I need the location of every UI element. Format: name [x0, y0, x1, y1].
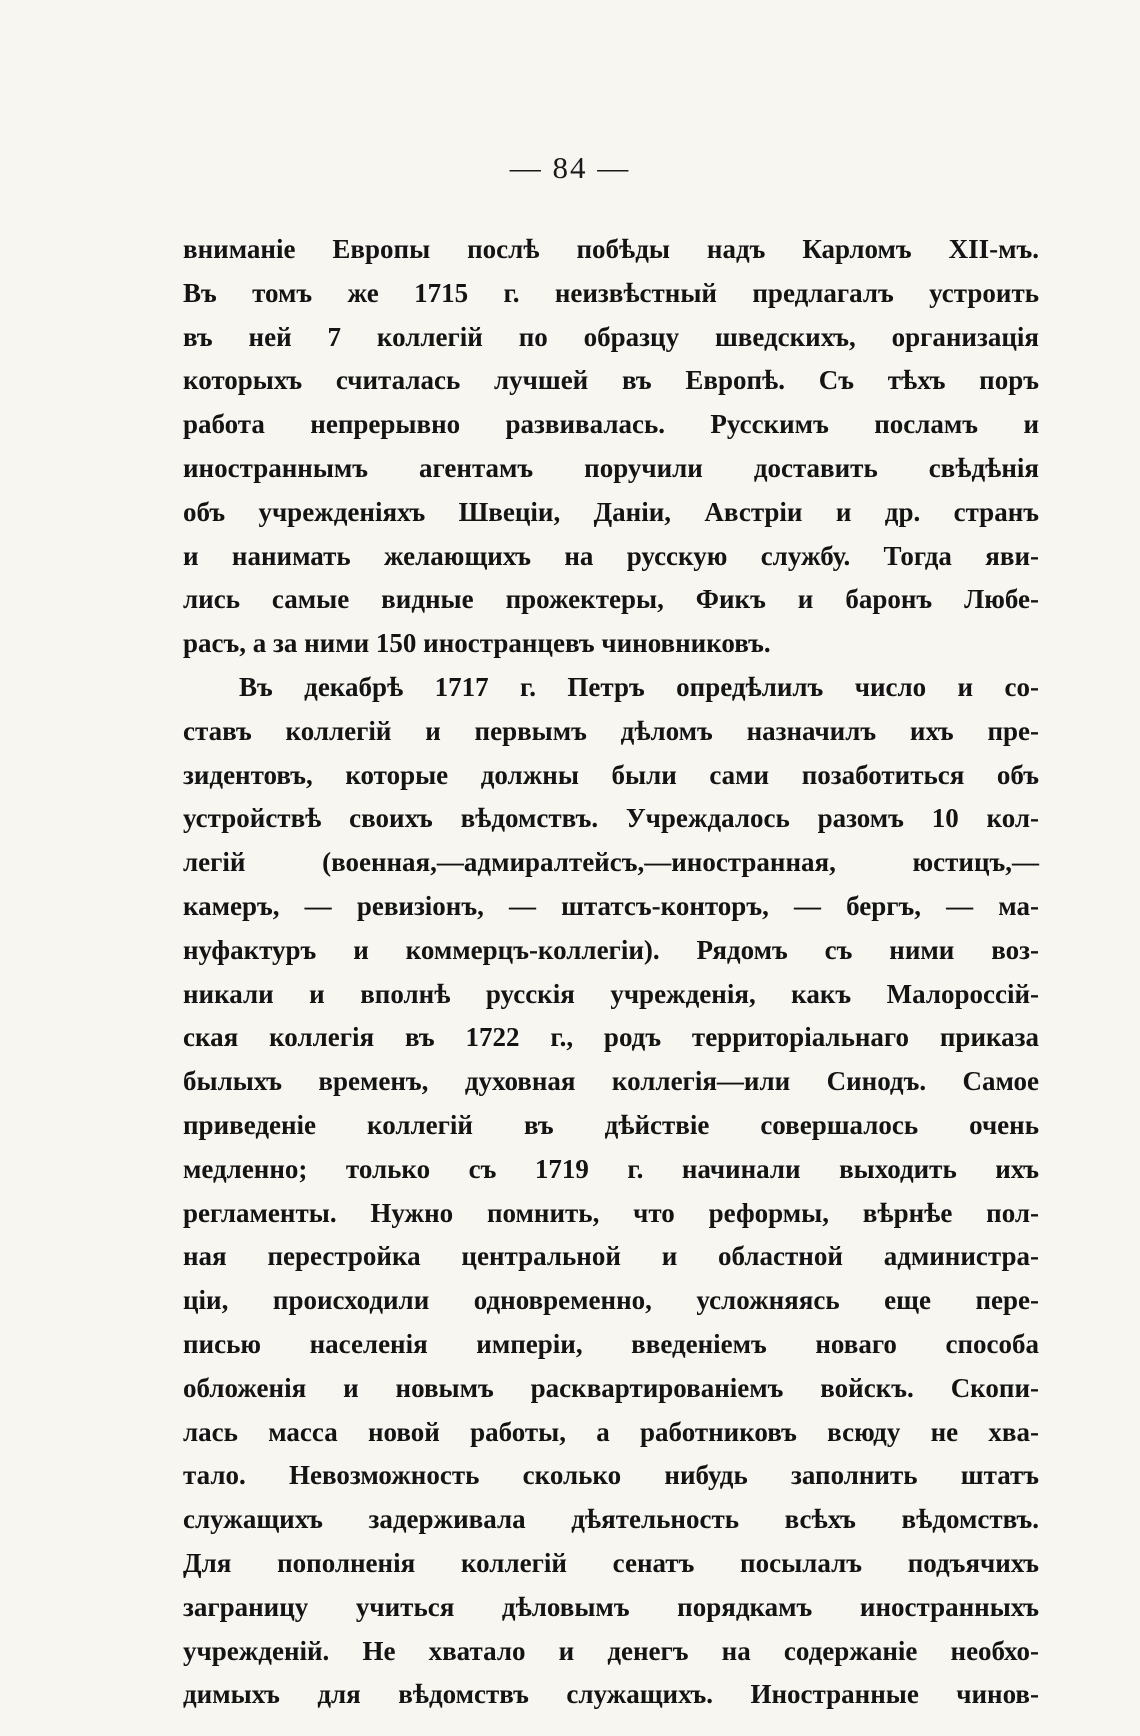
text-line: тало. Невозможность сколько нибудь заполнить штатъ [183, 1460, 1039, 1491]
text-line: никали и вполнѣ русскія учрежденія, какъ Малороссій- [183, 978, 1039, 1009]
body-text [183, 228, 1039, 1717]
text-line: ская коллегія въ 1722 г., родъ территоріальнаго приказа [183, 1022, 1039, 1053]
text-line: регламенты. Нужно помнить, что реформы, вѣрнѣе пол- [183, 1197, 1039, 1228]
text-line: приведеніе коллегій въ дѣйствіе совершалось очень [183, 1109, 1039, 1140]
text-line: нуфактуръ и коммерцъ-коллегіи). Рядомъ съ ними воз- [183, 934, 1039, 965]
text-line: зидентовъ, которые должны были сами позаботиться объ [183, 759, 1039, 790]
text-line: вниманіе Европы послѣ побѣды надъ Карломъ XII-мъ. [183, 234, 1039, 264]
text-line: лась масса новой работы, а работниковъ всюду не хва- [183, 1416, 1039, 1447]
text-line: Для пополненія коллегій сенатъ посылалъ подъячихъ [183, 1547, 1039, 1578]
text-line: въ ней 7 коллегій по образцу шведскихъ, организація [183, 321, 1039, 352]
text-line: заграницу учиться дѣловымъ порядкамъ иностранныхъ [183, 1591, 1039, 1622]
text-line: былыхъ временъ, духовная коллегія—или Синодъ. Самое [183, 1066, 1039, 1097]
text-line: которыхъ считалась лучшей въ Европѣ. Съ тѣхъ поръ [183, 365, 1039, 396]
text-line: лись самые видные прожектеры, Фикъ и баронъ Любе- [183, 584, 1039, 615]
text-line: писью населенія имперіи, введеніемъ новаго способа [183, 1328, 1039, 1359]
text-line: объ учрежденіяхъ Швеціи, Даніи, Австріи и др. странъ [183, 496, 1039, 527]
page-number: — 84 — [509, 150, 631, 185]
text-line: и нанимать желающихъ на русскую службу. Тогда яви- [183, 540, 1039, 571]
text-line: служащихъ задерживала дѣятельность всѣхъ вѣдомствъ. [183, 1504, 1039, 1535]
text-line: устройствѣ своихъ вѣдомствъ. Учреждалось разомъ 10 кол- [183, 803, 1039, 834]
text-line: ная перестройка центральной и областной администра- [183, 1241, 1039, 1272]
text-line: димыхъ для вѣдомствъ служащихъ. Иностранные чинов- [183, 1679, 1039, 1710]
paragraph-start-line: Въ декабрѣ 1717 г. Петръ опредѣлилъ число и со- [239, 671, 1039, 702]
text-line: медленно; только съ 1719 г. начинали выходить ихъ [183, 1153, 1039, 1184]
text-line: Въ томъ же 1715 г. неизвѣстный предлагалъ устроить [183, 277, 1039, 308]
text-line: учрежденій. Не хватало и денегъ на содержаніе необхо- [183, 1635, 1039, 1666]
text-line: иностраннымъ агентамъ поручили доставить свѣдѣнія [183, 452, 1039, 483]
text-line: ставъ коллегій и первымъ дѣломъ назначилъ ихъ пре- [183, 715, 1039, 746]
paragraph-end-line: расъ, а за ними 150 иностранцевъ чиновниковъ. [183, 628, 771, 659]
text-line: ціи, происходили одновременно, усложняясь еще пере- [183, 1285, 1039, 1316]
text-line: легій (военная,—адмиралтейсъ,—иностранная, юстицъ,— [183, 847, 1039, 878]
text-line: обложенія и новымъ расквартированіемъ войскъ. Скопи- [183, 1372, 1039, 1403]
text-line: камеръ, — ревизіонъ, — штатсъ-конторъ, — бергъ, — ма- [183, 890, 1039, 921]
text-line: работа непрерывно развивалась. Русскимъ посламъ и [183, 409, 1039, 440]
